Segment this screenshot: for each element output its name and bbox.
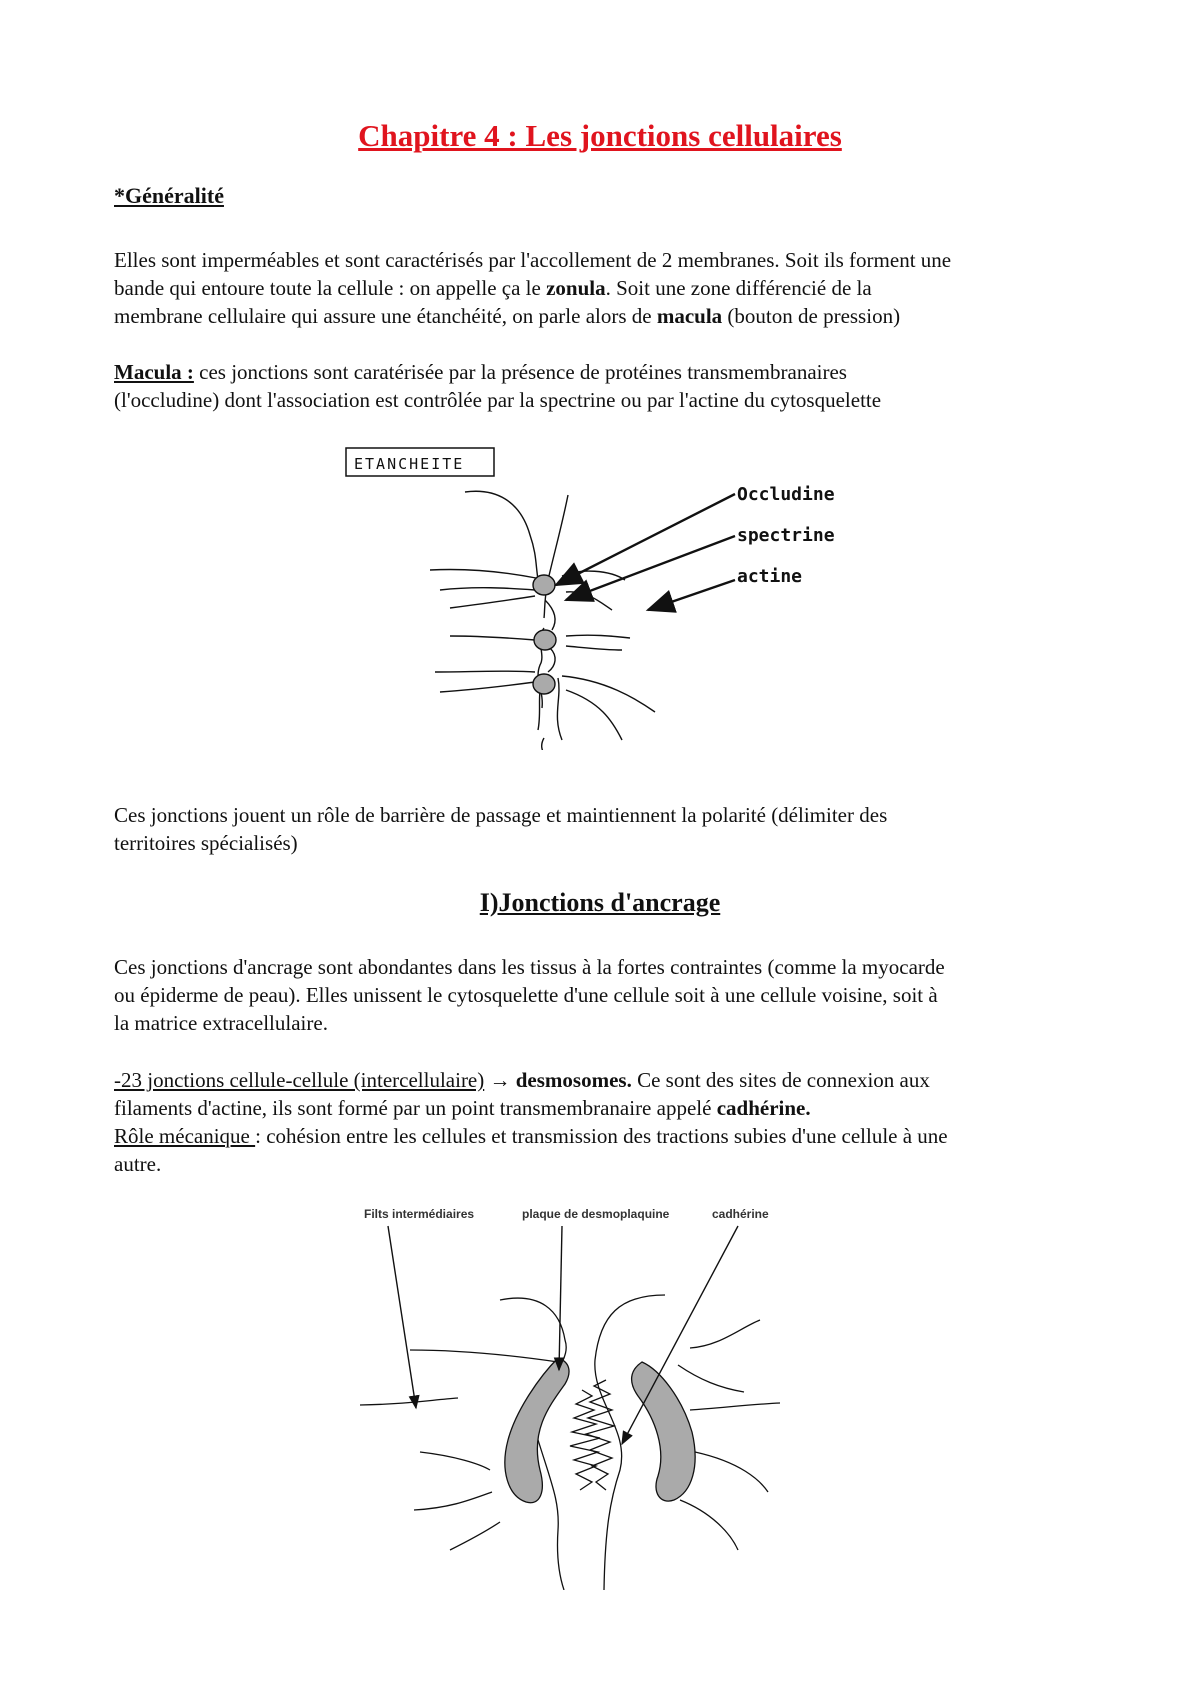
paragraph-line: la matrice extracellulaire.	[114, 1011, 328, 1035]
paragraph-line: Ces jonctions jouent un rôle de barrière de passage et maintiennent la polarité (délimiter des	[114, 803, 888, 827]
etancheite-label: ETANCHEITE	[354, 455, 465, 473]
macula-label: Macula :	[114, 360, 194, 384]
role-mecanique-line: Rôle mécanique : cohésion entre les cellules et transmission des tractions subies d'une cellule à une	[114, 1124, 948, 1148]
paragraph-line: Ces jonctions d'ancrage sont abondantes dans les tissus à la fortes contraintes (comme la myocarde	[114, 955, 945, 979]
cadherine-term: cadhérine.	[716, 1096, 811, 1120]
paragraph-line: bande qui entoure toute la cellule : on appelle ça le zonula. Soit une zone différencié de la	[114, 276, 872, 300]
generalite-heading: *Généralité	[114, 183, 224, 208]
paragraph-line: territoires spécialisés)	[114, 831, 298, 855]
paragraph-line: Elles sont imperméables et sont caractérisés par l'accollement de 2 membranes. Soit ils forment une	[114, 248, 952, 272]
desmosome-diagram	[360, 1200, 860, 1590]
zonula-term: zonula	[546, 276, 606, 300]
desmosomes-line: -23 jonctions cellule-cellule (intercellulaire) → desmosomes. Ce sont des sites de connexion aux	[114, 1068, 930, 1092]
label-plaque-desmoplaquine: plaque de desmoplaquine	[522, 1207, 670, 1221]
label-occludine: Occludine	[737, 484, 835, 505]
label-spectrine: spectrine	[737, 525, 835, 546]
macula-paragraph: Macula : ces jonctions sont caratérisée par la présence de protéines transmembranaires	[114, 360, 847, 384]
role-mecanique-label: Rôle mécanique	[114, 1124, 256, 1148]
desmosomes-term: desmosomes.	[515, 1068, 632, 1092]
paragraph-line: (l'occludine) dont l'association est contrôlée par la spectrine ou par l'actine du cytosquelette	[114, 388, 882, 412]
paragraph-line: filaments d'actine, ils sont formé par un point transmembranaire appelé cadhérine.	[114, 1096, 811, 1120]
label-filts-intermediaires: Filts intermédiaires	[364, 1207, 475, 1221]
paragraph-line: autre.	[114, 1152, 162, 1176]
label-cadherine: cadhérine	[712, 1207, 769, 1221]
macula-term: macula	[656, 304, 723, 328]
paragraph-line: membrane cellulaire qui assure une étanchéité, on parle alors de macula (bouton de pression)	[114, 304, 901, 328]
etancheite-diagram	[330, 440, 850, 750]
page-title: Chapitre 4 : Les jonctions cellulaires	[358, 118, 842, 153]
paragraph-line: ou épiderme de peau). Elles unissent le cytosquelette d'une cellule soit à une cellule voisine, soit à	[114, 983, 938, 1007]
section-heading-ancrage: I)Jonctions d'ancrage	[479, 888, 721, 917]
label-actine: actine	[737, 566, 803, 587]
